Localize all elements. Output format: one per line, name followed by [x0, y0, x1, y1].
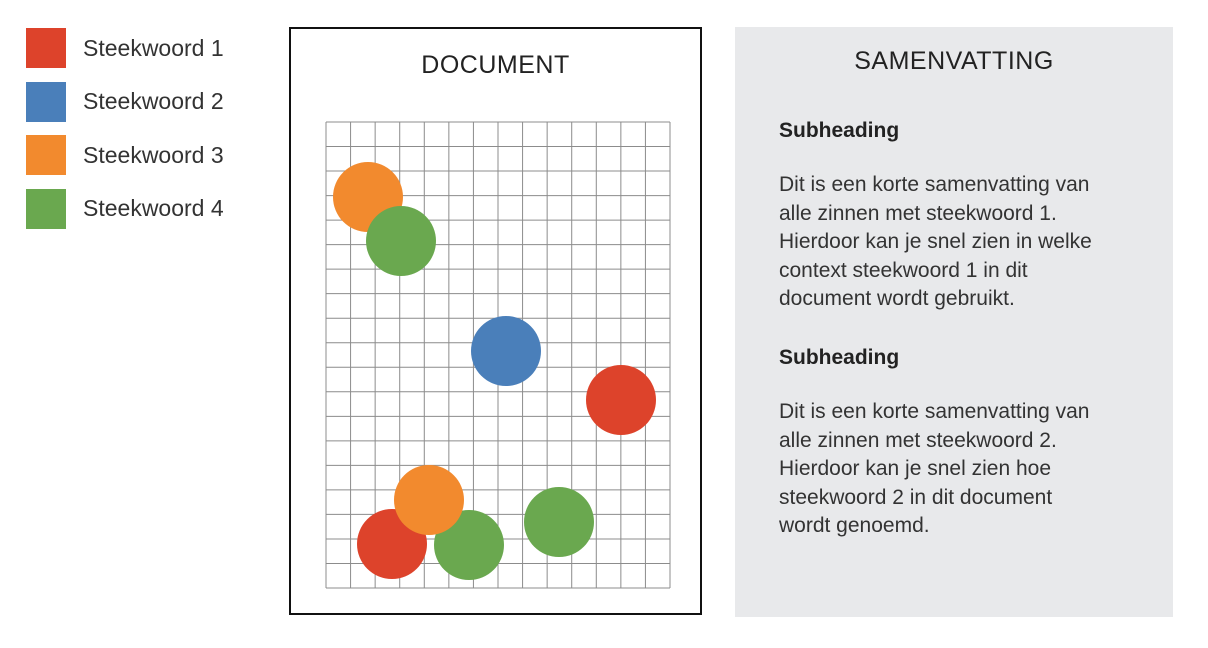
legend [26, 28, 256, 242]
legend-label: Steekwoord 3 [83, 141, 224, 168]
summary-text: Dit is een korte samenvatting van alle zinnen met steekwoord 1. Hierdoor kan je snel zien in welke context steekwoord 1 in dit document wordt gebruikt. [779, 173, 1092, 310]
keyword-marker-4 [366, 206, 436, 276]
keyword-marker-3 [394, 465, 464, 535]
legend-label: Steekwoord 4 [83, 195, 224, 221]
legend-item-steekwoord-4 [26, 189, 256, 229]
keyword-marker-1 [586, 365, 656, 435]
summary-section-1 [779, 119, 1139, 314]
keyword-marker-4 [524, 487, 594, 557]
legend-item-steekwoord-1 [26, 28, 256, 68]
legend-label: Steekwoord 2 [83, 88, 224, 114]
summary-section-2 [779, 346, 1139, 541]
legend-swatch-blue [26, 82, 66, 122]
keyword-marker-2 [471, 316, 541, 386]
legend-item-steekwoord-3 [26, 135, 256, 175]
summary-panel [735, 27, 1173, 617]
legend-swatch-green [26, 189, 66, 229]
legend-swatch-red [26, 28, 66, 68]
document-title: DOCUMENT [421, 51, 570, 79]
document-grid-canvas [291, 29, 700, 613]
summary-subheading: Subheading [779, 119, 900, 142]
document-panel [289, 27, 702, 615]
legend-swatch-orange [26, 135, 66, 175]
legend-item-steekwoord-2 [26, 82, 256, 122]
legend-label: Steekwoord 1 [83, 34, 224, 61]
summary-text: Dit is een korte samenvatting van alle zinnen met steekwoord 2. Hierdoor kan je snel zien hoe steekwoord 2 in dit document wordt genoemd. [779, 400, 1090, 537]
summary-title: SAMENVATTING [854, 47, 1054, 75]
summary-subheading: Subheading [779, 346, 900, 369]
